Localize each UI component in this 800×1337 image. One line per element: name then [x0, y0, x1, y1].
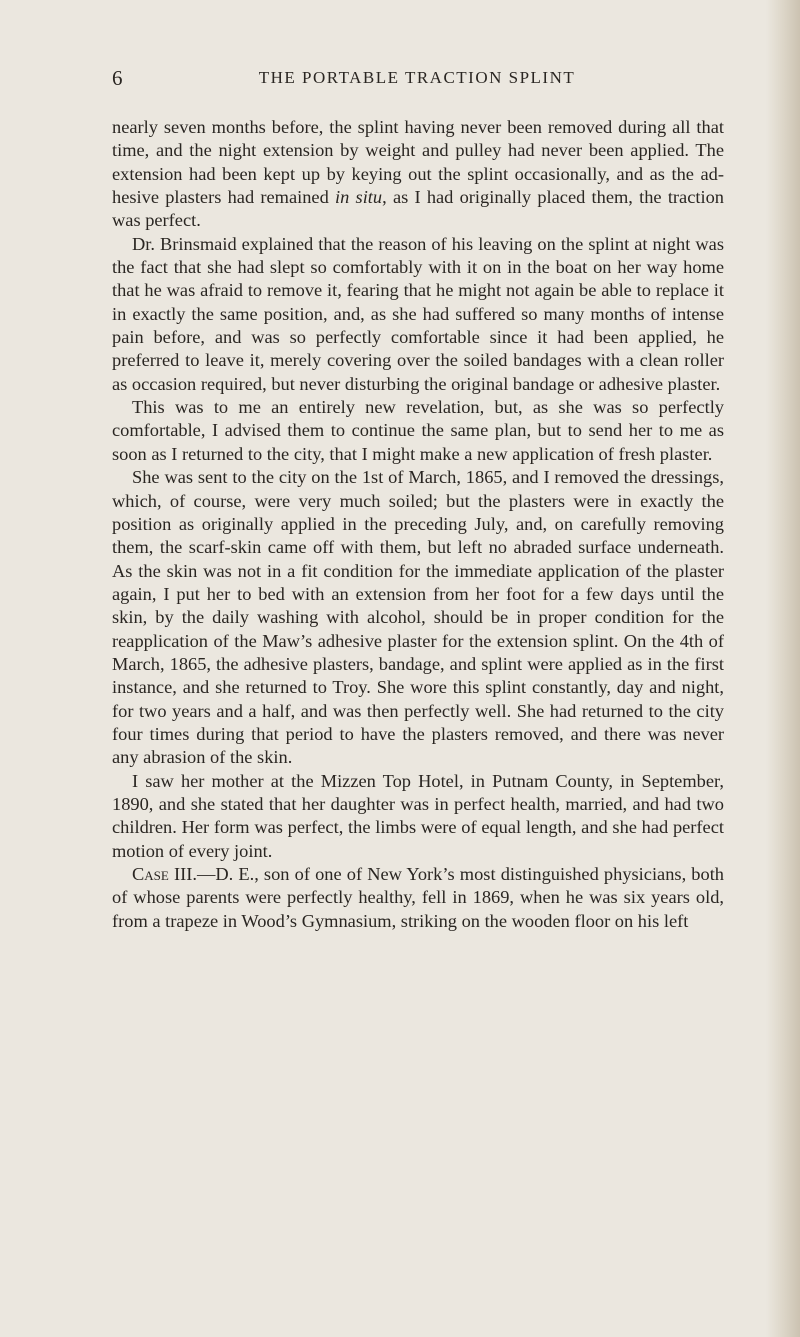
body-text: [112, 116, 724, 933]
paragraph-2: Dr. Brinsmaid explained that the reason of his leaving on the splint at night was the fact that she had slept so comfortably with it on in the boat on her way home that he was afraid to remove it, fearing that he might not again be able to replace it in exactly the same position, and, as she had suffered so many months of intense pain before, and was so perfectly comfortable since it had been applied, he preferred to leave it, merely covering over the soiled bandages with a clean roller as occasion required, but never disturbing the original bandage or adhesive plaster.: [112, 233, 724, 394]
page-edge-shadow: [766, 0, 800, 1337]
paragraph-1: [112, 116, 724, 233]
paragraph-6: [112, 863, 724, 933]
paragraph-1-text-b: , as I had originally placed them, the traction was perfect.: [112, 187, 724, 231]
paragraph-3: This was to me an entirely new revelation, but, as she was so perfectly comfortable, I advised them to continue the same plan, but to send her to me as soon as I returned to the city, that I might make a new application of fresh plaster.: [112, 397, 724, 464]
paragraph-1-italic: in situ: [335, 187, 383, 208]
paragraph-4: She was sent to the city on the 1st of March, 1865, and I removed the dressings, which, of course, were very much soiled; but the plasters were in exactly the position as originally applied in the preceding July, and, on carefully removing them, the scarf-skin came off with them, but left no abraded surface underneath. As the skin was not in a fit condition for the immediate application of the plaster again, I put her to bed with an extension from her foot for a few days until the skin, by the daily washing with alcohol, should be in proper condition for the reapplication of the Maw’s adhesive plaster for the extension splint. On the 4th of March, 1865, the adhesive plasters, bandage, and splint were applied as in the first instance, and she returned to Troy. She wore this splint constantly, day and night, for two years and a half, and was then perfectly well. She had returned to the city four times during that period to have the plasters removed, and there was never any abrasion of the skin.: [112, 467, 724, 768]
page-number: 6: [112, 66, 123, 90]
paragraph-5: I saw her mother at the Mizzen Top Hotel, in Putnam County, in September, 1890, and she stated that her daughter was in perfect health, married, and had two children. Her form was perfect, the limbs were of equal length, and she had perfect motion of every joint.: [112, 770, 724, 861]
page-header: [112, 62, 722, 94]
paragraph-6-text: —D. E., son of one of New York’s most distinguished physicians, both of whose parents were perfectly healthy, fell in 1869, when he was six years old, from a trapeze in Wood’s Gymnasium, striking on the wooden floor on his left: [112, 864, 725, 931]
running-head: THE PORTABLE TRACTION SPLINT: [258, 68, 576, 87]
paragraph-1-text-a: nearly seven months before, the splint having never been removed during all that time, and the night extension by weight and pulley had never been applied. The extension had been kept up by keying out the splint occasionally, and as the adhesive plasters had remained: [112, 117, 724, 208]
case-label: Case III.: [132, 864, 197, 884]
